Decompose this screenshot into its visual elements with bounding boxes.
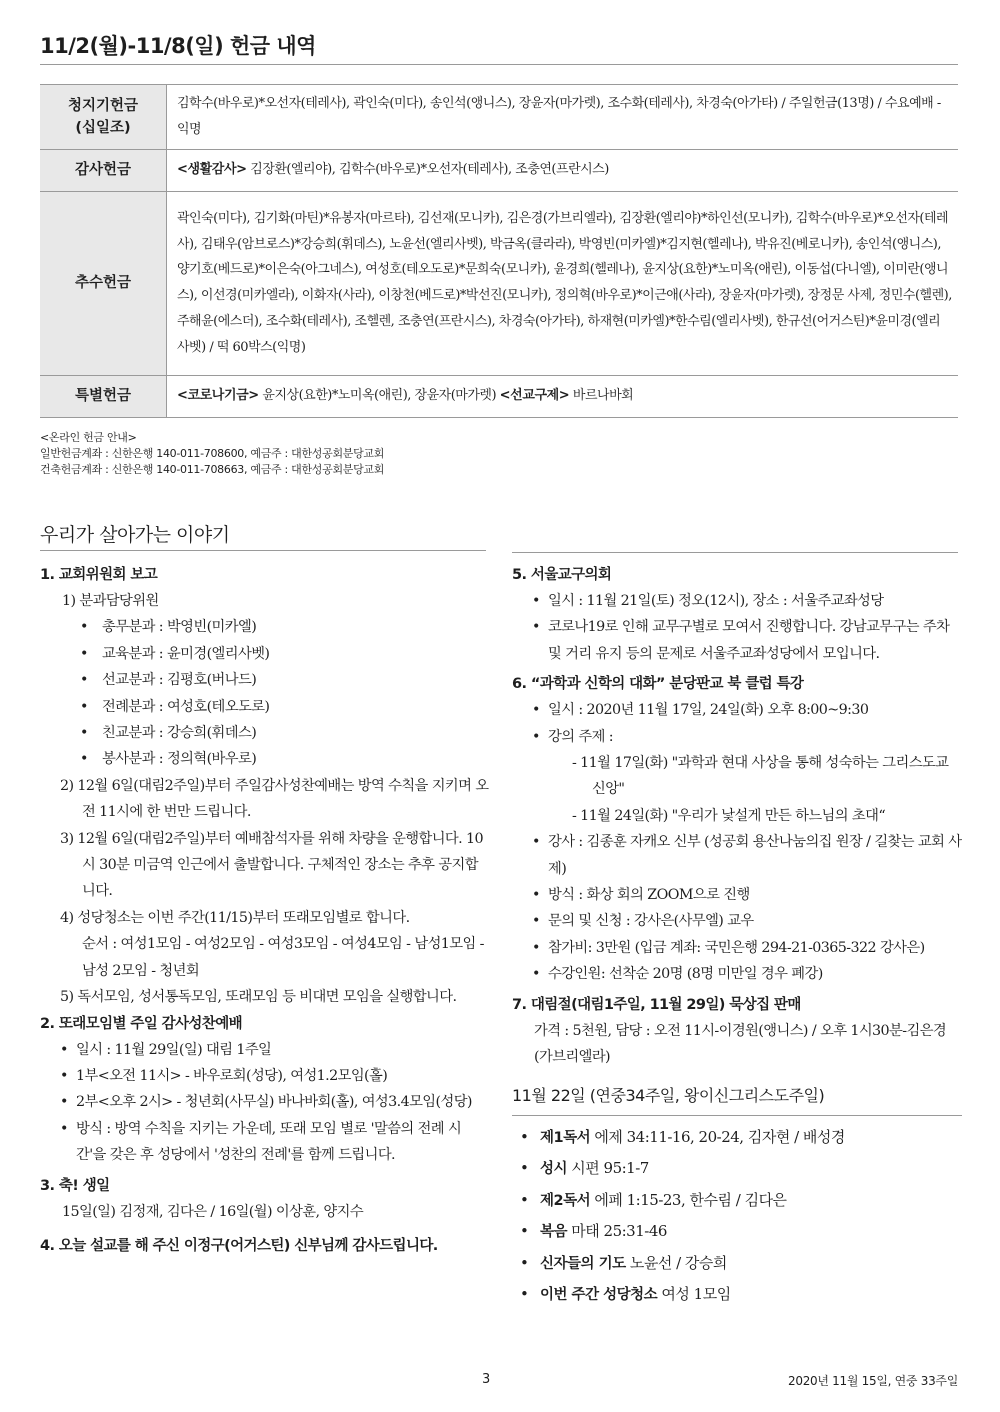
- lecture-topic: - 11월 17일(화) "과학과 현대 사상을 통해 성숙하는 그리스도교 신앙": [572, 755, 949, 798]
- list-item: • 일시 : 11월 29일(일) 대림 1주일: [40, 1037, 490, 1063]
- general-account: 일반헌금계좌 : 신한은행 140-011-708600, 예금주 : 대한성공회분당교회: [40, 447, 385, 460]
- offering-row: [40, 191, 958, 375]
- news-text: 1) 분과담당위원: [62, 593, 159, 609]
- news-text: 15일(일) 김정재, 김다은 / 16일(월) 이상훈, 양지수: [62, 1203, 364, 1220]
- online-heading: <온라인 헌금 안내>: [40, 431, 137, 444]
- offering-names: [167, 85, 959, 150]
- news-heading: 2. 또래모임별 주일 감사성찬예배: [40, 1015, 243, 1032]
- online-offering-info: [40, 430, 384, 478]
- reading-label: 제2독서: [540, 1192, 591, 1209]
- section-title: 우리가 살아가는 이야기: [40, 524, 230, 546]
- offering-names: [167, 375, 959, 417]
- offering-text: 곽인숙(미다), 김기화(마틴)*유봉자(마르타), 김선재(모니카), 김은경(가브리엘라), 김장환(엘리야)*하인선(모니카), 김학수(바우로)*오선자(테레사), 김태우(암브로스)*강승희(휘데스), 노윤선(엘리사벳), 박금옥(클라라), 박영빈(미카엘)*김지현(헬레나), 박유진(베로니카), 송인석(앵니스), 양기호(베드로)*이은숙(아그네스), 여성호(테오도로)*문희숙(모니카), 윤경희(헬레나), 윤지상(요한)*노미옥(애린), 이동섭(다니엘), 이미란(앵니스), 이선경(미카엘라), 이화자(사라), 이창천(베드로)*박선진(모니카), 정의혁(바우로)*이근애(사라), 장윤자(마가렛), 장정문 사제, 정민수(헬렌), 주해윤(에스더), 조수화(테레사), 조헬렌, 조충연(프란시스), 차경숙(아가타), 하재현(미카엘)*한수림(엘리사벳), 한규선(어거스틴)*윤미경(엘리사벳) / 떡 60박스(익명): [177, 210, 952, 355]
- reading-text: 마태 25:31-46: [567, 1222, 667, 1240]
- list-item: • 일시 : 11월 21일(토) 정오(12시), 장소 : 서울주교좌성당: [512, 588, 962, 614]
- news-text: 순서 : 여성1모임 - 여성2모임 - 여성3모임 - 여성4모임 - 남성1모임 - 남성 2모임 - 청년회: [82, 936, 484, 979]
- reading-text: 노윤선 / 강승희: [625, 1253, 727, 1272]
- list-item: • 방식 : 화상 회의 ZOOM으로 진행: [512, 882, 962, 908]
- reading-item: [512, 1153, 962, 1185]
- news-heading: 1. 교회위원회 보고: [40, 567, 158, 583]
- list-item: • 코로나19로 인해 교무구별로 모여서 진행합니다. 강남교무구는 주차 및 거리 유지 등의 문제로 서울주교좌성당에서 모입니다.: [512, 614, 962, 667]
- building-account: 건축헌금계좌 : 신한은행 140-011-708663, 예금주 : 대한성공회분당교회: [40, 463, 385, 476]
- reading-label: 제1독서: [540, 1129, 591, 1146]
- offering-text: 윤지상(요한)*노미옥(애린), 장윤자(마가렛): [258, 388, 500, 404]
- lecture-topic: - 11월 24일(화) "우리가 낯설게 만든 하느님의 초대“: [572, 807, 886, 824]
- news-text: 2) 12월 6일(대림2주일)부터 주일감사성찬예배는 방역 수칙을 지키며 오전 11시에 한 번만 드립니다.: [60, 777, 489, 821]
- sunday-rule: [512, 1115, 962, 1116]
- reading-text: 에제 34:11-16, 20-24, 김자현 / 배성경: [590, 1127, 845, 1146]
- offering-row: [40, 375, 958, 417]
- offering-text: 김장환(엘리야), 김학수(바우로)*오선자(테레사), 조충연(프란시스): [246, 162, 609, 178]
- list-item: • 문의 및 신청 : 강사은(사무엘) 교우: [512, 908, 962, 934]
- list-item: • 수강인원: 선착순 20명 (8명 미만일 경우 폐강): [512, 961, 962, 987]
- page-title: 11/2(월)-11/8(일) 헌금 내역: [40, 34, 316, 58]
- sunday-title: 11월 22일 (연중34주일, 왕이신그리스도주일): [512, 1085, 825, 1105]
- offering-names: [167, 191, 959, 375]
- list-item: • 교육분과 : 윤미경(엘리사벳): [40, 641, 490, 667]
- news-heading: 3. 축! 생일: [40, 1177, 110, 1194]
- reading-item: [512, 1185, 962, 1217]
- news-text: 3) 12월 6일(대림2주일)부터 예배참석자를 위해 차량을 운행합니다. 10시 30분 미금역 인근에서 출발합니다. 구체적인 장소는 추후 공지합니다.: [60, 830, 484, 900]
- news-left-column: [40, 562, 490, 1259]
- reading-item: [512, 1216, 962, 1248]
- list-item: • 친교분과 : 강승희(휘데스): [40, 720, 490, 746]
- reading-text: 에페 1:15-23, 한수림 / 김다은: [590, 1190, 787, 1209]
- list-item: • 선교분과 : 김평호(버나드): [40, 667, 490, 693]
- offering-tag: <선교구제>: [499, 388, 570, 404]
- list-item: • 봉사분과 : 정의혁(바우로): [40, 746, 490, 772]
- news-heading: 6. “과학과 신학의 대화” 분당판교 북 클럽 특강: [512, 676, 804, 693]
- reading-item: [512, 1279, 962, 1311]
- news-heading: 4. 오늘 설교를 해 주신 이정구(어거스틴) 신부님께 감사드립니다.: [40, 1237, 438, 1254]
- news-heading: 7. 대림절(대림1주일, 11월 29일) 묵상집 판매: [512, 996, 801, 1013]
- list-item: • 전례분과 : 여성호(테오도로): [40, 694, 490, 720]
- offering-category: 청지기헌금 (십일조): [40, 85, 167, 150]
- reading-text: 시편 95:1-7: [567, 1159, 649, 1177]
- list-item: • 일시 : 2020년 11월 17일, 24일(화) 오후 8:00~9:30: [512, 697, 962, 723]
- news-heading: 5. 서울교구의회: [512, 567, 612, 583]
- list-item: • 1부<오전 11시> - 바우로회(성당), 여성1.2모임(홀): [40, 1063, 490, 1089]
- offering-tag: <코로나기금>: [177, 388, 259, 404]
- reading-label: 성시: [540, 1161, 568, 1177]
- news-text: 5) 독서모임, 성서통독모임, 또래모임 등 비대면 모임을 실행합니다.: [60, 989, 457, 1006]
- title-rule: [40, 64, 958, 65]
- reading-label: 복음: [540, 1224, 568, 1240]
- reading-item: [512, 1122, 962, 1154]
- list-item: • 방식 : 방역 수칙을 지키는 가운데, 또래 모임 별로 '말씀의 전례 시간'을 갖은 후 성당에서 '성찬의 전례'를 함께 드립니다.: [40, 1116, 490, 1169]
- reading-label: 신자들의 기도: [540, 1255, 626, 1272]
- offering-category: 추수헌금: [40, 191, 167, 375]
- reading-label: 이번 주간 성당청소: [540, 1287, 658, 1303]
- offering-text: 김학수(바우로)*오선자(테레사), 곽인숙(미다), 송인석(앵니스), 장윤자(마가렛), 조수화(테레사), 차경숙(아가타) / 주일헌금(13명) / 수요예배 - 익명: [177, 96, 941, 137]
- offering-text: 바르나바회: [569, 388, 634, 404]
- list-item: • 강의 주제 :: [512, 724, 962, 750]
- offering-row: [40, 149, 958, 191]
- offering-category: 특별헌금: [40, 375, 167, 417]
- page-number: 3: [482, 1372, 491, 1387]
- reading-text: 여성 1모임: [657, 1285, 731, 1303]
- news-right-column: [512, 562, 962, 1311]
- offering-table: [40, 84, 958, 418]
- news-text: 4) 성당청소는 이번 주간(11/15)부터 또래모임별로 합니다.: [60, 909, 410, 926]
- list-item: • 2부<오후 2시> - 청년회(사무실) 바나바회(홀), 여성3.4모임(성당): [40, 1089, 490, 1115]
- offering-category: 감사헌금: [40, 149, 167, 191]
- list-item: • 강사 : 김종훈 자캐오 신부 (성공회 용산나눔의집 원장 / 길찾는 교회 사제): [512, 829, 962, 882]
- section-rule: [40, 550, 486, 551]
- offering-row: [40, 85, 958, 150]
- list-item: • 총무분과 : 박영빈(미카엘): [40, 614, 490, 640]
- footer-date: 2020년 11월 15일, 연중 33주일: [788, 1374, 958, 1388]
- offering-names: [167, 149, 959, 191]
- offering-tag: <생활감사>: [177, 162, 247, 178]
- list-item: • 참가비: 3만원 (입금 계좌: 국민은행 294-21-0365-322 강사은): [512, 935, 962, 961]
- reading-item: [512, 1248, 962, 1280]
- news-text: 가격 : 5천원, 담당 : 오전 11시-이경원(앵니스) / 오후 1시30분-김은경(가브리엘라): [534, 1022, 947, 1066]
- section-rule: [512, 552, 958, 553]
